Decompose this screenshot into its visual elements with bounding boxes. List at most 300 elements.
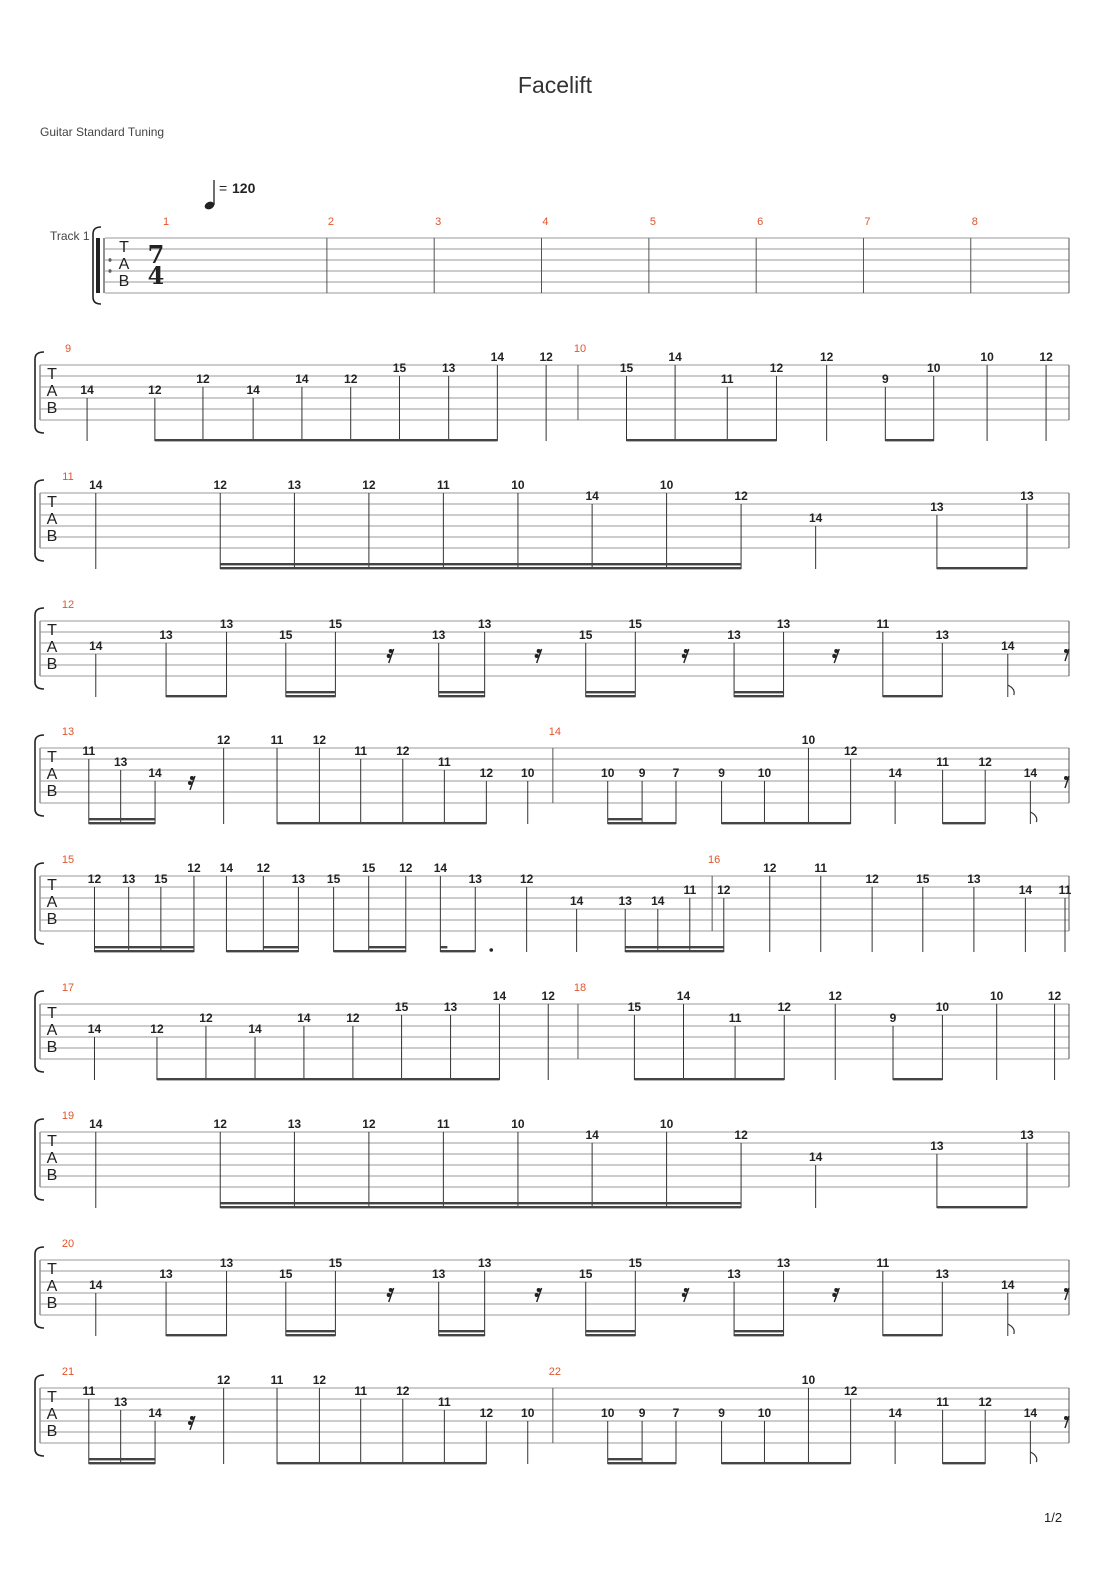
page-number: 1/2 (1044, 1510, 1063, 1525)
tab-clef-letter: A (46, 1150, 58, 1167)
beam-secondary (220, 1202, 741, 1204)
fret-number: 12 (734, 489, 748, 503)
beam-secondary (369, 946, 406, 948)
eighth-flag-icon (1008, 685, 1014, 695)
fret-number: 10 (511, 478, 525, 492)
rest-dot (684, 649, 688, 653)
fret-number: 15 (628, 1256, 642, 1270)
beam (220, 1206, 741, 1208)
tab-clef-letter: B (46, 1423, 58, 1440)
fret-number: 15 (279, 628, 293, 642)
beam (586, 695, 636, 697)
fret-number: 15 (579, 1267, 593, 1281)
beam (440, 950, 475, 952)
measure-number: 17 (61, 982, 75, 994)
fret-number: 12 (362, 1117, 376, 1131)
fret-number: 11 (82, 1384, 96, 1398)
tab-clef-letter: T (47, 622, 57, 639)
fret-number: 9 (889, 1011, 897, 1025)
fret-number: 13 (113, 1395, 128, 1409)
fret-number: 13 (967, 872, 981, 886)
beam (277, 1462, 486, 1464)
rest-dot (188, 1421, 192, 1425)
fret-number: 15 (326, 872, 341, 886)
fret-number: 12 (362, 478, 376, 492)
fret-number: 11 (728, 1011, 742, 1025)
fret-number: 11 (1058, 883, 1072, 897)
fret-number: 12 (187, 861, 201, 875)
tab-clef-letter: A (46, 383, 58, 400)
beam-secondary (439, 1330, 485, 1332)
beam (155, 439, 497, 441)
measure-number: 20 (61, 1238, 75, 1250)
measure-number: 2 (327, 216, 334, 228)
beam (722, 822, 851, 824)
measure-number: 14 (548, 726, 561, 738)
fret-number: 12 (213, 1117, 227, 1131)
fret-number: 13 (291, 872, 306, 886)
tab-clef-letter: A (46, 894, 58, 911)
fret-number: 12 (396, 744, 410, 758)
beam (586, 1334, 636, 1336)
beam (157, 1078, 499, 1080)
tab-clef-letter: B (46, 1039, 58, 1056)
fret-number: 12 (396, 1384, 410, 1398)
rest-dot (832, 1293, 836, 1297)
fret-number: 15 (328, 617, 343, 631)
fret-number: 12 (148, 383, 162, 397)
track-label: Track 1 (50, 229, 90, 243)
tab-clef-letter: B (46, 656, 58, 673)
beam (885, 439, 933, 441)
fret-number: 9 (638, 766, 646, 780)
fret-number: 12 (346, 1011, 360, 1025)
measure-number: 11 (62, 471, 74, 483)
fret-number: 14 (219, 861, 234, 875)
fret-number: 14 (676, 989, 691, 1003)
rest-dot (387, 654, 391, 658)
measure-number: 9 (64, 343, 72, 355)
fret-number: 13 (219, 617, 234, 631)
measure-number: 21 (61, 1366, 75, 1378)
fret-number: 14 (89, 478, 103, 492)
rest-dot (190, 1416, 194, 1420)
fret-number: 14 (89, 1278, 103, 1292)
measure-number: 3 (435, 216, 442, 228)
fret-number: 12 (819, 350, 834, 364)
fret-number: 13 (1020, 489, 1034, 503)
fret-number: 11 (270, 1373, 284, 1387)
fret-number: 14 (295, 372, 309, 386)
tab-clef-letter: A (46, 639, 58, 656)
time-signature-top: 7 (147, 240, 165, 269)
rest-dot (1064, 776, 1068, 780)
fret-number: 11 (876, 617, 890, 631)
fret-number: 12 (213, 478, 227, 492)
time-signature-bottom: 4 (147, 261, 165, 290)
fret-number: 9 (881, 372, 889, 386)
fret-number: 14 (1023, 766, 1038, 780)
fret-number: 10 (990, 989, 1004, 1003)
fret-number: 13 (287, 1117, 302, 1131)
fret-number: 11 (936, 755, 949, 769)
fret-number: 14 (1001, 639, 1015, 653)
tab-clef-letter: T (47, 1133, 57, 1150)
fret-number: 12 (1047, 989, 1062, 1003)
fret-number: 14 (297, 1011, 311, 1025)
beam-secondary (608, 1458, 642, 1460)
fret-number: 9 (718, 766, 725, 780)
tab-clef-letter: A (118, 256, 130, 273)
beam (226, 950, 298, 952)
tab-clef-letter: A (46, 766, 58, 783)
fret-number: 14 (808, 511, 823, 525)
fret-number: 14 (246, 383, 260, 397)
fret-number: 10 (935, 1000, 950, 1014)
fret-number: 12 (256, 861, 271, 875)
fret-number: 12 (519, 872, 534, 886)
fret-number: 15 (362, 861, 376, 875)
beam-secondary (89, 1458, 155, 1460)
fret-number: 12 (1039, 350, 1053, 364)
fret-number: 10 (757, 1406, 772, 1420)
beam (608, 1462, 676, 1464)
fret-number: 13 (618, 894, 632, 908)
fret-number: 14 (148, 766, 162, 780)
fret-number: 14 (1018, 883, 1033, 897)
fret-number: 10 (801, 1373, 816, 1387)
fret-number: 9 (718, 1406, 725, 1420)
beam (89, 1462, 155, 1464)
beam (634, 1078, 784, 1080)
fret-number: 15 (392, 361, 407, 375)
fret-number: 11 (354, 1384, 368, 1398)
fret-number: 12 (87, 872, 102, 886)
fret-number: 14 (148, 1406, 162, 1420)
fret-number: 14 (89, 1117, 103, 1131)
fret-number: 12 (216, 733, 231, 747)
fret-number: 14 (492, 989, 507, 1003)
tab-clef-letter: B (118, 273, 130, 290)
beam-secondary (440, 946, 447, 948)
fret-number: 13 (113, 755, 128, 769)
fret-number: 14 (490, 350, 505, 364)
fret-number: 12 (312, 733, 327, 747)
fret-number: 11 (438, 1395, 451, 1409)
fret-number: 15 (394, 1000, 409, 1014)
measure-number: 18 (573, 982, 587, 994)
fret-number: 12 (828, 989, 842, 1003)
fret-number: 13 (477, 617, 492, 631)
fret-number: 12 (344, 372, 358, 386)
fret-number: 12 (196, 372, 210, 386)
beam (625, 950, 724, 952)
eighth-flag-icon (1030, 1452, 1036, 1462)
fret-number: 14 (808, 1150, 823, 1164)
fret-number: 10 (511, 1117, 525, 1131)
beam (286, 1334, 336, 1336)
rest-dot (537, 649, 541, 653)
tab-clef-letter: B (46, 1295, 58, 1312)
rest-dot (682, 1293, 686, 1297)
fret-number: 13 (219, 1256, 234, 1270)
beam (89, 822, 155, 824)
rest-dot (389, 649, 393, 653)
fret-number: 12 (763, 861, 777, 875)
fret-number: 10 (801, 733, 816, 747)
beam (608, 822, 676, 824)
tab-clef-letter: A (46, 1406, 58, 1423)
rest-dot (537, 1288, 541, 1292)
fret-number: 12 (843, 744, 858, 758)
measure-number: 5 (649, 216, 656, 228)
fret-number: 13 (930, 1139, 944, 1153)
tab-clef-letter: A (46, 1278, 58, 1295)
rest-dot (535, 654, 539, 658)
fret-number: 13 (935, 628, 949, 642)
rest-dot (832, 654, 836, 658)
fret-number: 10 (927, 361, 941, 375)
fret-number: 13 (431, 1267, 446, 1281)
rest-dot (684, 1288, 688, 1292)
tab-clef-letter: B (46, 528, 58, 545)
fret-number: 15 (916, 872, 930, 886)
fret-number: 15 (279, 1267, 293, 1281)
tab-clef-letter: T (47, 1261, 57, 1278)
measure-number: 10 (573, 343, 587, 355)
beam-secondary (625, 946, 724, 948)
fret-number: 12 (843, 1384, 858, 1398)
fret-number: 14 (87, 1022, 102, 1036)
beam (286, 695, 336, 697)
fret-number: 13 (159, 628, 173, 642)
dotted-note-dot (489, 948, 493, 952)
fret-number: 9 (638, 1406, 646, 1420)
fret-number: 7 (672, 766, 680, 780)
beam (722, 1462, 851, 1464)
measure-number: 7 (864, 216, 871, 228)
tuning-label: Guitar Standard Tuning (40, 125, 165, 139)
fret-number: 11 (354, 744, 368, 758)
fret-number: 14 (80, 383, 94, 397)
fret-number: 13 (727, 1267, 741, 1281)
beam-secondary (94, 946, 193, 948)
beam-secondary (286, 691, 336, 693)
measure-number: 13 (61, 726, 75, 738)
measure-number: 19 (61, 1110, 75, 1122)
fret-number: 14 (668, 350, 682, 364)
fret-number: 10 (521, 766, 535, 780)
fret-number: 10 (601, 1406, 615, 1420)
fret-number: 13 (287, 478, 302, 492)
fret-number: 15 (627, 1000, 642, 1014)
rest-dot (387, 1293, 391, 1297)
beam-secondary (220, 563, 741, 565)
fret-number: 13 (159, 1267, 173, 1281)
tab-clef-letter: T (47, 877, 57, 894)
rest-dot (834, 649, 838, 653)
fret-number: 12 (479, 766, 494, 780)
fret-number: 11 (437, 1117, 450, 1131)
fret-number: 11 (438, 755, 451, 769)
beam (220, 567, 741, 569)
beam-secondary (608, 818, 642, 820)
measure-number: 16 (708, 854, 721, 866)
fret-number: 15 (579, 628, 593, 642)
fret-number: 14 (1001, 1278, 1015, 1292)
beam (734, 695, 783, 697)
beam (94, 950, 193, 952)
fret-number: 13 (121, 872, 136, 886)
fret-number: 14 (585, 489, 599, 503)
tab-clef-letter: B (46, 783, 58, 800)
measure-number: 15 (61, 854, 75, 866)
fret-number: 14 (888, 1406, 902, 1420)
fret-number: 11 (82, 744, 96, 758)
beam-secondary (439, 691, 485, 693)
fret-number: 10 (659, 478, 674, 492)
rest-dot (1064, 1416, 1068, 1420)
fret-number: 15 (328, 1256, 343, 1270)
fret-number: 14 (651, 894, 665, 908)
tempo-equals: = (219, 180, 228, 196)
fret-number: 12 (978, 755, 992, 769)
fret-number: 11 (876, 1256, 890, 1270)
fret-number: 12 (199, 1011, 213, 1025)
fret-number: 14 (248, 1022, 262, 1036)
fret-number: 13 (477, 1256, 492, 1270)
beam-secondary (734, 691, 783, 693)
beam (883, 695, 942, 697)
tab-clef-letter: T (47, 1389, 57, 1406)
fret-number: 10 (659, 1117, 674, 1131)
fret-number: 11 (683, 883, 697, 897)
tab-clef-letter: T (47, 494, 57, 511)
beam (439, 1334, 485, 1336)
fret-number: 13 (443, 1000, 458, 1014)
fret-number: 13 (441, 361, 456, 375)
fret-number: 13 (727, 628, 741, 642)
rest-dot (389, 1288, 393, 1292)
fret-number: 11 (814, 861, 828, 875)
beam (943, 822, 986, 824)
tab-clef-letter: T (47, 749, 57, 766)
rest-dot (834, 1288, 838, 1292)
fret-number: 10 (757, 766, 772, 780)
fret-number: 13 (468, 872, 482, 886)
beam (937, 1206, 1027, 1208)
fret-number: 10 (601, 766, 615, 780)
beam (277, 822, 486, 824)
beam-secondary (263, 946, 298, 948)
fret-number: 15 (619, 361, 634, 375)
beam-secondary (586, 1330, 636, 1332)
tab-clef-letter: B (46, 1167, 58, 1184)
fret-number: 11 (437, 478, 450, 492)
fret-number: 15 (154, 872, 168, 886)
measure-number: 12 (61, 599, 75, 611)
beam (943, 1462, 986, 1464)
fret-number: 12 (216, 1373, 231, 1387)
beam-secondary (89, 818, 155, 820)
fret-number: 12 (769, 361, 784, 375)
measure-number: 8 (971, 216, 978, 228)
eighth-flag-icon (1008, 1324, 1014, 1334)
tab-clef-letter: B (46, 911, 58, 928)
fret-number: 12 (734, 1128, 748, 1142)
beam-secondary (734, 1330, 783, 1332)
beam-secondary (586, 691, 636, 693)
rest-dot (1064, 1288, 1068, 1292)
beam (627, 439, 777, 441)
fret-number: 12 (399, 861, 413, 875)
fret-number: 12 (312, 1373, 327, 1387)
fret-number: 10 (521, 1406, 535, 1420)
rest-dot (682, 654, 686, 658)
fret-number: 14 (1023, 1406, 1038, 1420)
fret-number: 12 (978, 1395, 992, 1409)
rest-dot (190, 776, 194, 780)
fret-number: 13 (935, 1267, 949, 1281)
beam (734, 1334, 783, 1336)
fret-number: 12 (717, 883, 731, 897)
rest-dot (535, 1293, 539, 1297)
measure-number: 4 (542, 216, 549, 228)
tab-clef-letter: T (47, 366, 57, 383)
fret-number: 13 (930, 500, 944, 514)
tab-clef-letter: T (47, 1005, 57, 1022)
fret-number: 14 (569, 894, 584, 908)
fret-number: 13 (431, 628, 446, 642)
fret-number: 12 (541, 989, 555, 1003)
eighth-flag-icon (1030, 812, 1036, 822)
fret-number: 12 (539, 350, 553, 364)
rest-dot (188, 781, 192, 785)
beam (893, 1078, 942, 1080)
fret-number: 13 (1020, 1128, 1034, 1142)
fret-number: 12 (865, 872, 879, 886)
tab-clef-letter: A (46, 511, 58, 528)
fret-number: 14 (433, 861, 448, 875)
fret-number: 13 (776, 617, 791, 631)
measure-number: 1 (162, 216, 170, 228)
beam-secondary (286, 1330, 336, 1332)
beam (439, 695, 485, 697)
beam (166, 1334, 226, 1336)
measure-number: 6 (757, 216, 764, 228)
beam (883, 1334, 942, 1336)
fret-number: 10 (980, 350, 994, 364)
fret-number: 11 (270, 733, 284, 747)
fret-number: 12 (777, 1000, 791, 1014)
tab-clef-letter: B (46, 400, 58, 417)
fret-number: 12 (150, 1022, 164, 1036)
fret-number: 12 (479, 1406, 494, 1420)
fret-number: 14 (89, 639, 103, 653)
repeat-bar-thick (96, 238, 100, 293)
measure-number: 22 (548, 1366, 561, 1378)
fret-number: 13 (776, 1256, 791, 1270)
tab-clef-letter: A (46, 1022, 58, 1039)
fret-number: 14 (585, 1128, 599, 1142)
fret-number: 11 (720, 372, 734, 386)
rest-dot (1064, 649, 1068, 653)
fret-number: 7 (672, 1406, 680, 1420)
fret-number: 15 (628, 617, 642, 631)
beam (334, 950, 406, 952)
tab-clef-letter: T (119, 239, 129, 256)
fret-number: 14 (888, 766, 902, 780)
